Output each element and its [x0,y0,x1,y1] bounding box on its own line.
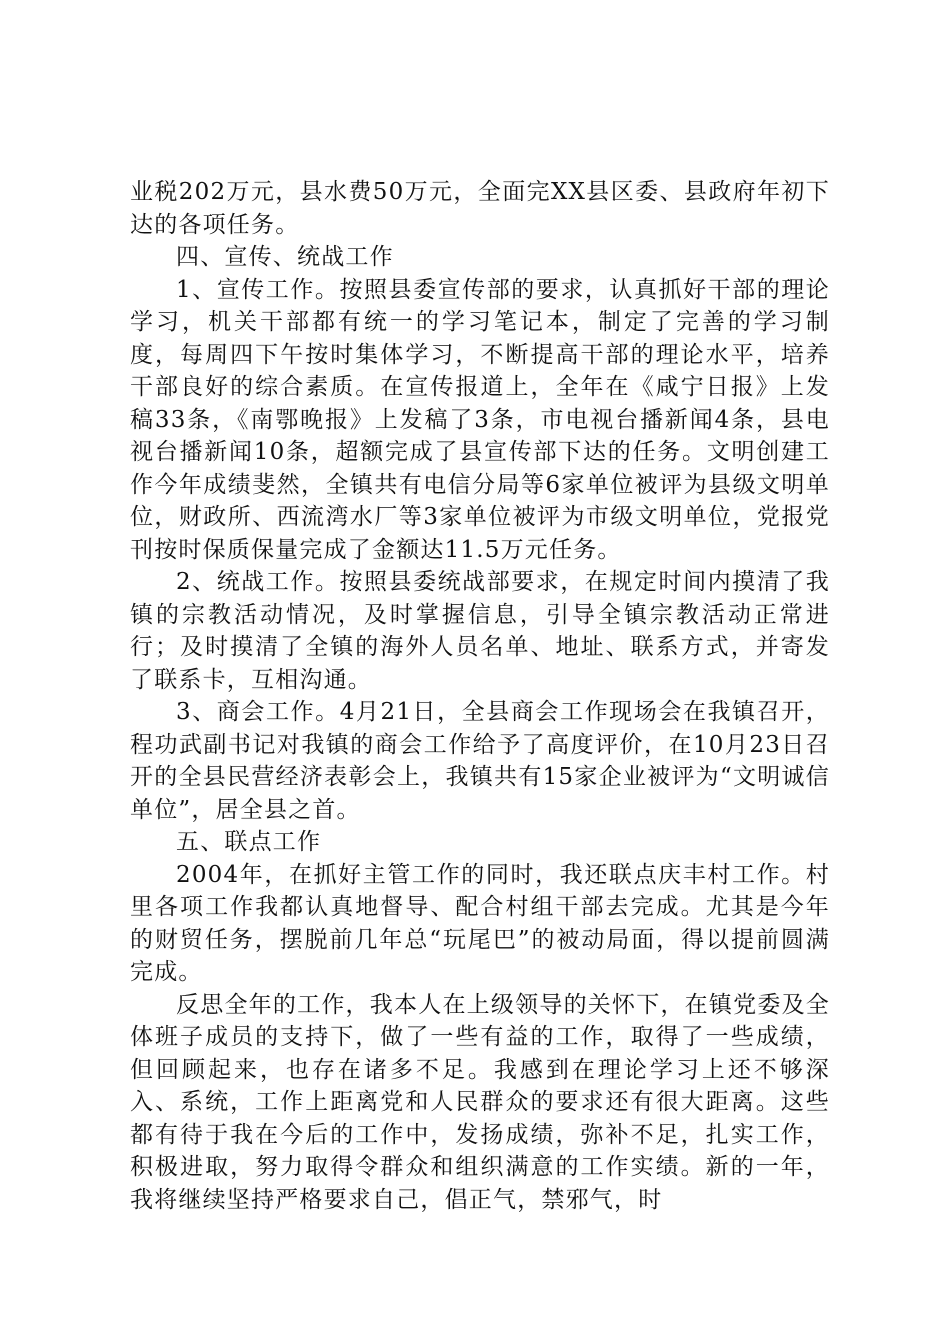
paragraph-chamber-work: 3、商会工作。4月21日，全县商会工作现场会在我镇召开，程功武副书记对我镇的商会工作给予了高度评价，在10月23日召开的全县民营经济表彰会上，我镇共有15家企业被评为“文明诚信单位”，居全县之首。 [130,699,830,823]
section-heading-publicity: 四、宣传、统战工作 [176,244,394,270]
paragraph-united-front-work: 2、统战工作。按照县委统战部要求，在规定时间内摸清了我镇的宗教活动情况，及时掌握信息，引导全镇宗教活动正常进行；及时摸清了全镇的海外人员名单、地址、联系方式，并寄发了联系卡，互相沟通。 [130,569,830,693]
paragraph-liaison-work: 2004年，在抓好主管工作的同时，我还联点庆丰村工作。村里各项工作我都认真地督导、配合村组干部去完成。尤其是今年的财贸任务，摆脱前几年总“玩尾巴”的被动局面，得以提前圆满完成。 [130,861,830,985]
document-body [130,176,830,1216]
paragraph-tax-summary: 业税202万元，县水费50万元，全面完XX县区委、县政府年初下达的各项任务。 [130,179,830,238]
paragraph-reflection: 反思全年的工作，我本人在上级领导的关怀下，在镇党委及全体班子成员的支持下，做了一些有益的工作，取得了一些成绩，但回顾起来，也存在诸多不足。我感到在理论学习上还不够深入、系统，工作上距离党和人民群众的要求还有很大距离。这些都有待于我在今后的工作中，发扬成绩，弥补不足，扎实工作，积极进取，努力取得令群众和组织满意的工作实绩。新的一年，我将继续坚持严格要求自己，倡正气，禁邪气，时 [130,991,830,1213]
section-heading-liaison: 五、联点工作 [176,829,322,855]
paragraph-publicity-work: 1、宣传工作。按照县委宣传部的要求，认真抓好干部的理论学习，机关干部都有统一的学习笔记本，制定了完善的学习制度，每周四下午按时集体学习，不断提高干部的理论水平，培养干部良好的综合素质。在宣传报道上，全年在《咸宁日报》上发稿33条，《南鄂晚报》上发稿了3条，市电视台播新闻4条，县电视台播新闻10条，超额完成了县宣传部下达的任务。文明创建工作今年成绩斐然，全镇共有电信分局等6家单位被评为县级文明单位，财政所、西流湾水厂等3家单位被评为市级文明单位，党报党刊按时保质保量完成了金额达11.5万元任务。 [130,276,830,563]
